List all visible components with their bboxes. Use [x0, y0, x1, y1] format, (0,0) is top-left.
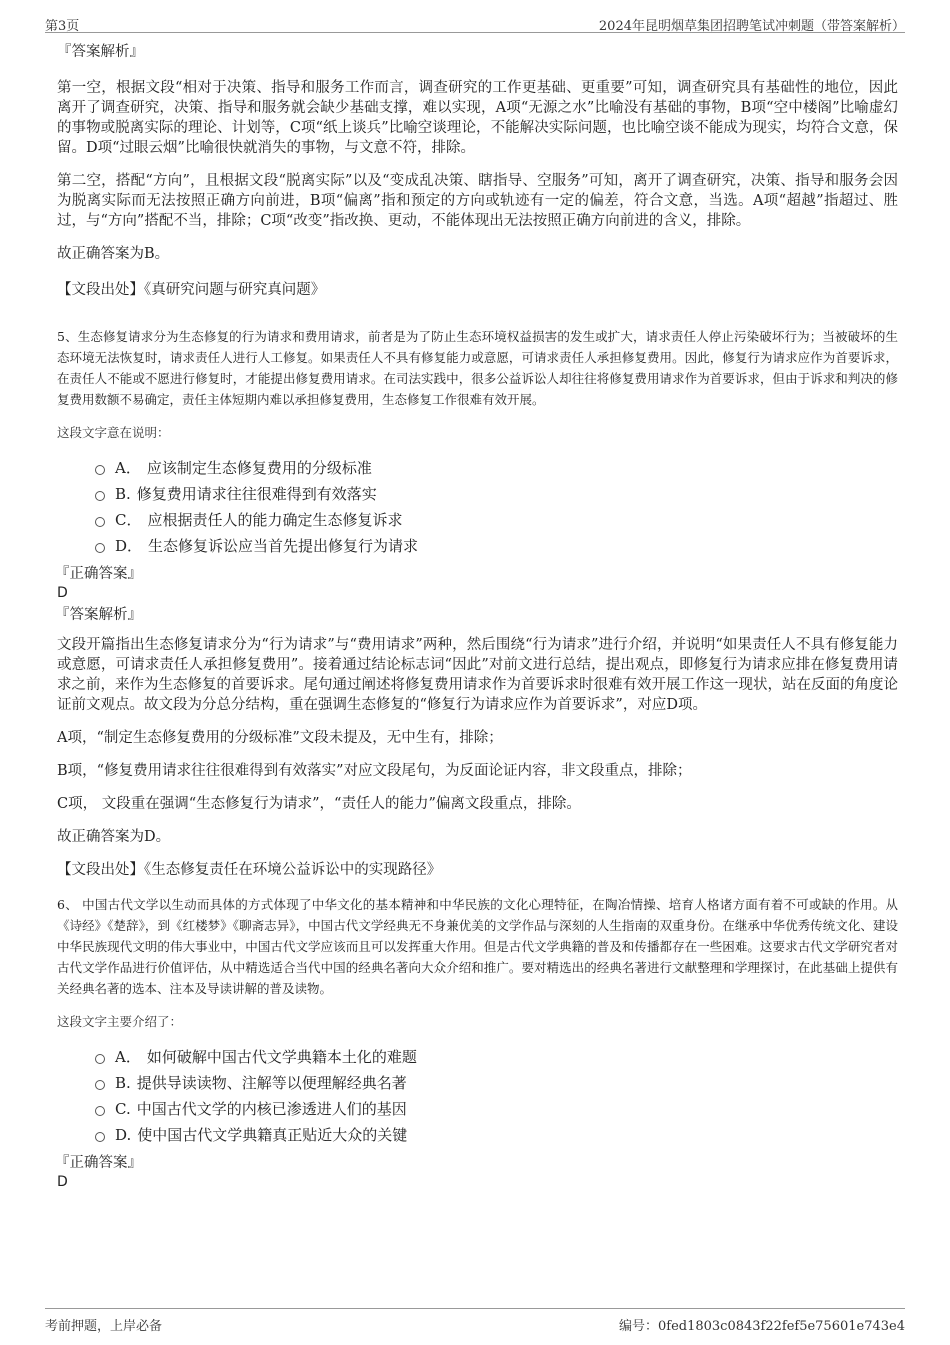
analysis-label: 『答案解析』 — [55, 607, 142, 623]
radio-icon[interactable] — [95, 1080, 105, 1090]
analysis-paragraph: 第二空，搭配“方向”，且根据文段“脱离实际”以及“变成乱决策、瞎指导、空服务”可知，离开了调查研究，决策、指导和服务会因为脱离实际而无法按照正确方向前进，B项“偏离”指和预定的方向或轨迹有一定的偏差，符合文意，当选。A项“超越”指超过、胜过，与“方向”搭配不当，排除；C项“改变”指改换、更动，不能体现出无法按照正确方向前进的含义，排除。 — [57, 173, 898, 229]
analysis-conclusion: 故正确答案为B。 — [57, 246, 170, 262]
answer-value: D — [57, 1174, 68, 1190]
radio-icon[interactable] — [95, 1106, 105, 1116]
option-a[interactable]: A． 如何破解中国古代文学典籍本土化的难题 — [95, 1044, 898, 1070]
document-body — [57, 42, 898, 1194]
q4-analysis — [57, 42, 898, 300]
question-6 — [57, 894, 898, 1192]
option-c[interactable]: C. 中国古代文学的内核已渗透进人们的基因 — [95, 1096, 898, 1122]
document-id: 编号：0fed1803c0843f22fef5e75601e743e4 — [618, 1319, 905, 1334]
analysis-paragraph: B项，“修复费用请求往往很难得到有效落实”对应文段尾句，为反面论证内容，非文段重点，排除； — [57, 763, 692, 779]
analysis-paragraph: A项，“制定生态修复费用的分级标准”文段未提及，无中生有，排除； — [57, 730, 503, 746]
option-b[interactable]: B. 修复费用请求往往很难得到有效落实 — [95, 481, 898, 507]
option-d[interactable]: D． 生态修复诉讼应当首先提出修复行为请求 — [95, 533, 898, 559]
radio-icon[interactable] — [95, 491, 105, 501]
radio-icon[interactable] — [95, 517, 105, 527]
option-c[interactable]: C． 应根据责任人的能力确定生态修复诉求 — [95, 507, 898, 533]
question-text: 6、 中国古代文学以生动而具体的方式体现了中华文化的基本精神和中华民族的文化心理特征，在陶冶情操、培育人格诸方面有着不可或缺的作用。从《诗经》《楚辞》，到《红楼梦》《聊斋志异》，中国古代文学经典无不身兼优美的文学作品与深刻的人生指南的双重身份。在继承中华优秀传统文化、建设中华民族现代文明的伟大事业中，中国古代文学应该而且可以发挥重大作用。但是古代文学典籍的普及和传播都存在一些困难。这要求古代文学研究者对古代文学作品进行价值评估，从中精选适合当代中国的经典名著向大众介绍和推广。要对精选出的经典名著进行文献整理和学理探讨，在此基础上提供有关经典名著的选本、注本及导读讲解的普及读物。 — [57, 897, 898, 996]
page-number: 第3页 — [45, 19, 80, 34]
analysis-label: 『答案解析』 — [57, 44, 144, 60]
radio-icon[interactable] — [95, 543, 105, 553]
document-title: 2024年昆明烟草集团招聘笔试冲刺题（带答案解析） — [598, 19, 905, 34]
page-footer — [45, 1308, 905, 1335]
answer-label: 『正确答案』 — [55, 566, 142, 582]
option-list — [95, 1044, 898, 1148]
page-header — [45, 12, 905, 33]
option-b[interactable]: B. 提供导读读物、注解等以便理解经典名著 — [95, 1070, 898, 1096]
option-a[interactable]: A． 应该制定生态修复费用的分级标准 — [95, 455, 898, 481]
question-prompt: 这段文字主要介绍了： — [57, 1014, 183, 1029]
radio-icon[interactable] — [95, 465, 105, 475]
passage-source: 【文段出处】《真研究问题与研究真问题》 — [57, 282, 326, 298]
footer-slogan: 考前押题，上岸必备 — [45, 1319, 163, 1334]
answer-value: D — [57, 585, 68, 601]
analysis-paragraph: C项， 文段重在强调“生态修复行为请求”，“责任人的能力”偏离文段重点，排除。 — [57, 796, 581, 812]
option-list — [95, 455, 898, 559]
question-5 — [57, 326, 898, 880]
answer-label: 『正确答案』 — [55, 1155, 142, 1171]
passage-source: 【文段出处】《生态修复责任在环境公益诉讼中的实现路径》 — [57, 862, 442, 878]
radio-icon[interactable] — [95, 1132, 105, 1142]
question-text: 5、生态修复请求分为生态修复的行为请求和费用请求，前者是为了防止生态环境权益损害的发生或扩大，请求责任人停止污染破坏行为；当被破坏的生态环境无法恢复时，请求责任人进行人工修复。如果责任人不具有修复能力或意愿，可请求责任人承担修复费用。因此，修复行为请求应作为首要诉求，在责任人不能或不愿进行修复时，才能提出修复费用请求。在司法实践中，很多公益诉讼人却往往将修复费用请求作为首要诉求，但由于诉求和判决的修复费用数额不易确定，责任主体短期内难以承担修复费用，生态修复工作很难有效开展。 — [57, 329, 898, 407]
option-d[interactable]: D. 使中国古代文学典籍真正贴近大众的关键 — [95, 1122, 898, 1148]
radio-icon[interactable] — [95, 1054, 105, 1064]
analysis-paragraph: 第一空，根据文段“相对于决策、指导和服务工作而言，调查研究的工作更基础、更重要”可知，调查研究具有基础性的地位，因此离开了调查研究，决策、指导和服务就会缺少基础支撑，难以实现，A项“无源之水”比喻没有基础的事物，B项“空中楼阁”比喻虚幻的事物或脱离实际的理论、计划等，C项“纸上谈兵”比喻空谈理论，不能解决实际问题，也比喻空谈不能成为现实，均符合文意，保留。D项“过眼云烟”比喻很快就消失的事物，与文意不符，排除。 — [57, 80, 898, 156]
analysis-conclusion: 故正确答案为D。 — [57, 829, 171, 845]
analysis-paragraph: 文段开篇指出生态修复请求分为“行为请求”与“费用请求”两种，然后围绕“行为请求”进行介绍，并说明“如果责任人不具有修复能力或意愿，可请求责任人承担修复费用”。接着通过结论标志词“因此”对前文进行总结，提出观点，即修复行为请求应排在修复费用请求之前，来作为生态修复的首要诉求。尾句通过阐述将修复费用请求作为首要诉求时很难有效开展工作这一现状，站在反面的角度论证前文观点。故文段为分总分结构，重在强调生态修复的“修复行为请求应作为首要诉求”，对应D项。 — [57, 637, 898, 713]
question-prompt: 这段文字意在说明： — [57, 425, 170, 440]
